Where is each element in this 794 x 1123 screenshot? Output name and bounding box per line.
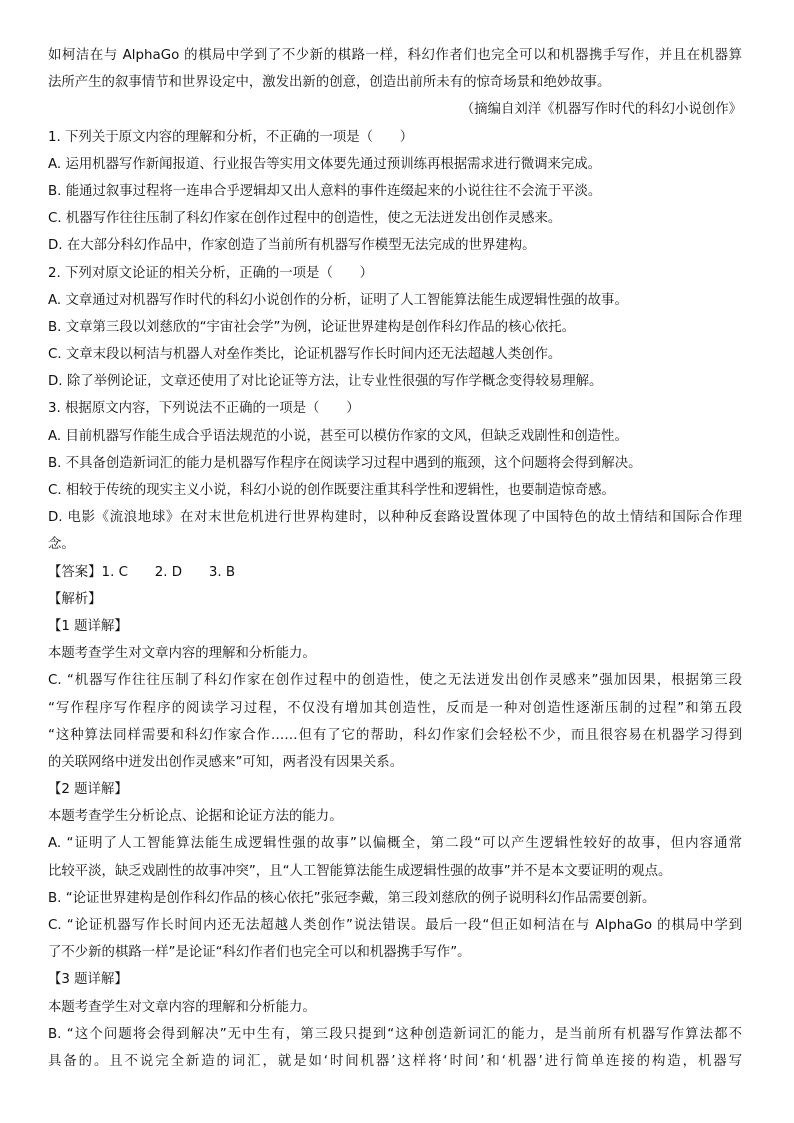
text-line: A. 目前机器写作能生成合乎语法规范的小说，甚至可以模仿作家的文风，但缺乏戏剧性和创造性。 [48,428,628,444]
text-line: C. 机器写作往往压制了科幻作家在创作过程中的创造性，使之无法迸发出创作灵感来。 [48,211,562,227]
text-line: 本题考查学生分析论点、论据和论证方法的能力。 [48,809,343,825]
text-line: C. 文章末段以柯洁与机器人对垒作类比，论证机器写作长时间内还无法超越人类创作。 [48,347,562,363]
text-line: “这种算法同样需要和科幻作家合作……但有了它的帮助，科幻作家们会轻松不少，而且很容易在机器学习得到 [48,727,742,743]
text-line: A. 运用机器写作新闻报道、行业报告等实用文体要先通过预训练再根据需求进行微调来完成。 [48,156,602,172]
text-line: C. “机器写作往往压制了科幻作家在创作过程中的创造性，使之无法迸发出创作灵感来”强加因果，根据第三段 [48,673,742,689]
text-line: A. 文章通过对机器写作时代的科幻小说创作的分析，证明了人工智能算法能生成逻辑性强的故事。 [48,292,628,308]
text-line: D. 在大部分科幻作品中，作家创造了当前所有机器写作模型无法完成的世界建构。 [48,238,536,254]
text-line: 【2 题详解】 [48,782,128,798]
text-line: 【1 题详解】 [48,618,128,634]
text-line: B. “这个问题将会得到解决”无中生有，第三段只提到“这种创造新词汇的能力，是当前所有机器写作算法都不 [48,1026,742,1042]
text-line: 【解析】 [48,591,102,607]
text-line: B. 能通过叙事过程将一连串合乎逻辑却又出人意料的事件连缀起来的小说往往不会流于平淡。 [48,183,602,199]
text-line: 了不少新的棋路一样”是论证“科幻作者们也完全可以和机器携手写作”。 [48,945,471,961]
document-page [48,42,742,1075]
text-line: 比较平淡，缺乏戏剧性的故事冲突”，且“人工智能算法能生成逻辑性强的故事”并不是本文要证明的观点。 [48,863,672,879]
text-line: A. “证明了人工智能算法能生成逻辑性强的故事”以偏概全，第二段“可以产生逻辑性较好的故事，但内容通常 [48,836,742,852]
text-line: C. “论证机器写作长时间内还无法超越人类创作”说法错误。最后一段“但正如柯洁在与 AlphaGo 的棋局中学到 [48,918,742,933]
text-line: 本题考查学生对文章内容的理解和分析能力。 [48,999,316,1015]
text-line: B. “论证世界建构是创作科幻作品的核心依托”张冠李戴，第三段刘慈欣的例子说明科幻作品需要创新。 [48,890,656,906]
text-line: 1. 下列关于原文内容的理解和分析，不正确的一项是（ ） [48,129,414,145]
text-line: D. 除了举例论证，文章还使用了对比论证等方法，让专业性很强的写作学概念变得较易理解。 [48,374,603,390]
text-line: 念。 [48,537,75,553]
text-line: 3. 根据原文内容，下列说法不正确的一项是（ ） [48,401,360,417]
text-line: 法所产生的叙事情节和世界设定中，激发出新的创意，创造出前所未有的惊奇场景和绝妙故事。 [48,75,611,91]
text-line: D. 电影《流浪地球》在对末世危机进行世界构建时，以种种反套路设置体现了中国特色的故土情结和国际合作理 [48,510,742,526]
text-line: （摘编自刘洋《机器写作时代的科幻小说创作》 [460,102,742,118]
text-line: 【3 题详解】 [48,972,128,988]
text-line: 2. 下列对原文论证的相关分析，正确的一项是（ ） [48,265,374,281]
text-line: 具备的。且不说完全新造的词汇，就是如‘时间机器’这样将‘时间’和‘机器’进行简单连接的构造，机器写 [48,1053,742,1069]
text-line: 本题考查学生对文章内容的理解和分析能力。 [48,646,316,662]
text-line: B. 文章第三段以刘慈欣的“宇宙社会学”为例，论证世界建构是创作科幻作品的核心依托。 [48,319,576,335]
text-line: 的关联网络中迸发出创作灵感来”可知，两者没有因果关系。 [48,754,404,770]
text-line: 【答案】1. C 2. D 3. B [48,564,236,580]
text-line: “写作程序写作程序的阅读学习过程，不仅没有增加其创造性，反而是一种对创造性逐渐压制的过程”和第五段 [48,700,742,716]
text-line: C. 相较于传统的现实主义小说，科幻小说的创作既要注重其科学性和逻辑性，也要制造惊奇感。 [48,483,615,498]
text-line: 如柯洁在与 AlphaGo 的棋局中学到了不少新的棋路一样，科幻作者们也完全可以和机器携手写作，并且在机器算 [48,48,742,63]
text-line: B. 不具备创造新词汇的能力是机器写作程序在阅读学习过程中遇到的瓶颈，这个问题将会得到解决。 [48,455,642,471]
